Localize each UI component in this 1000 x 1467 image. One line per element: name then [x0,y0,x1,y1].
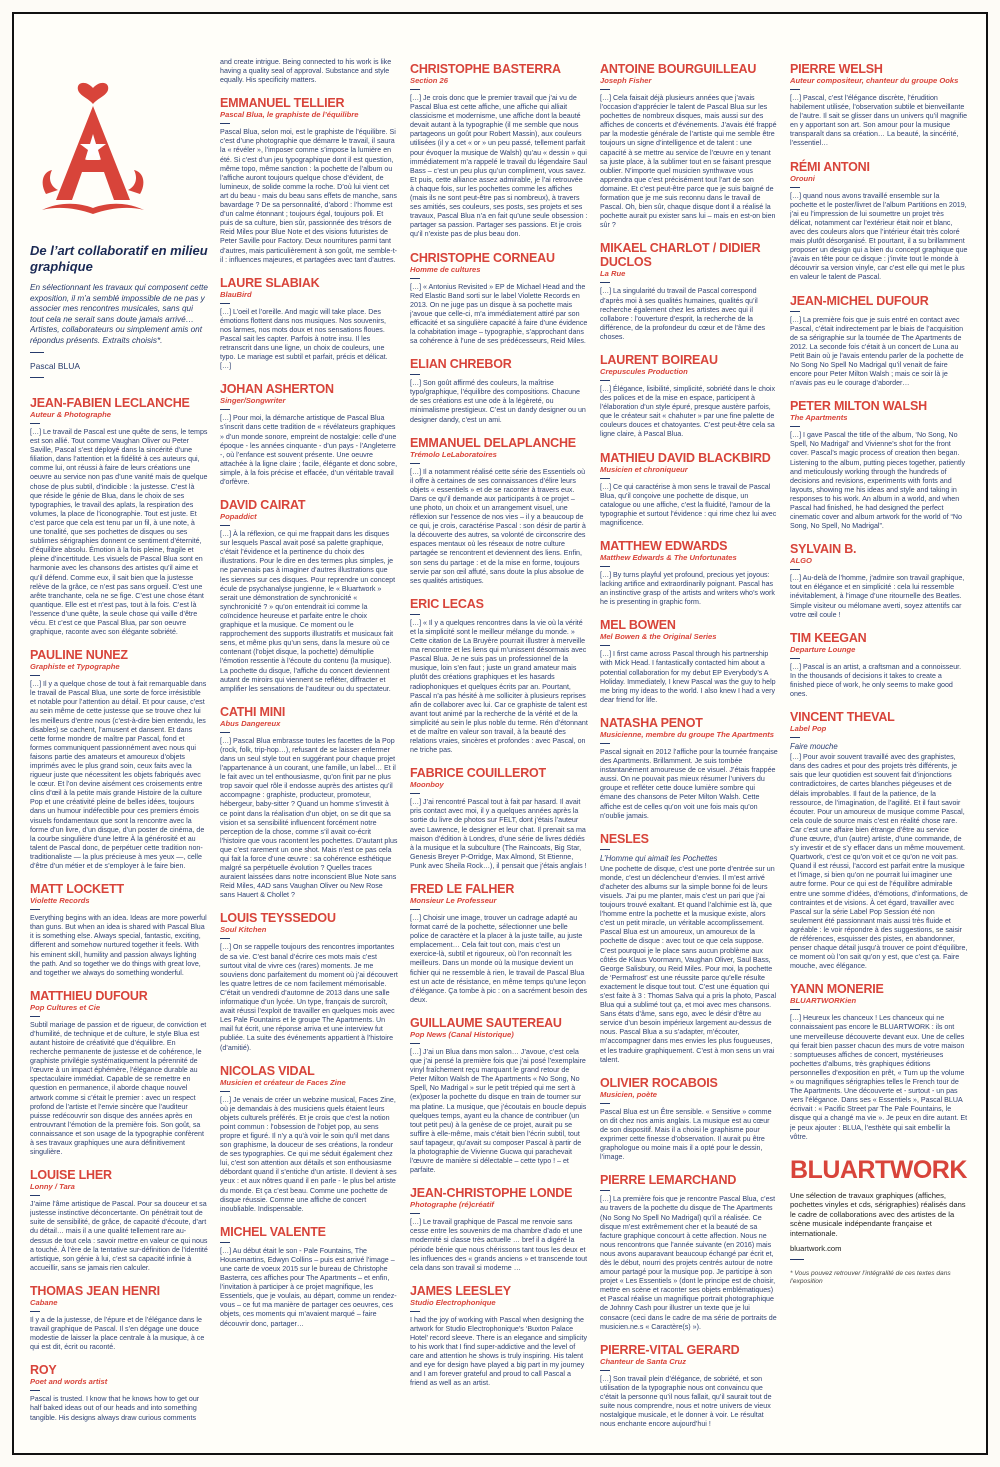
author-name: GUILLAUME SAUTEREAU [410,1015,562,1030]
testimonial-entry [410,62,588,240]
author-role: Label Pop [790,724,827,734]
author-role: Graphiste et Typographe [30,662,120,672]
divider [790,426,800,427]
testimonial-entry [790,62,968,149]
testimonial-entry [410,766,588,871]
author-role: Abus Dangereux [220,718,281,728]
divider [600,282,610,283]
author-name: ELIAN CHREBOR [410,357,512,372]
divider [220,938,230,939]
author-role: BLUARTWORKien [790,996,857,1006]
testimonial-text: Pascal is trusted. I know that he knows how to get our half baked ideas out of our heads and into something tangible. His designs always draw curious comments [30,1395,200,1422]
brand-footnote: * Vous pouvez retrouver l’intégralité de ces textes dans l’exposition [790,1270,951,1286]
divider [600,645,610,646]
testimonial-entry [30,989,208,1157]
author-role: The Apartments [790,413,848,423]
author-name: NESLES [600,831,649,846]
testimonial-text: […] La première fois que je rencontre Pascal Blua, c’est au travers de la pochette du disque de The Apartments (No Song No Spell No Madrigal) qu’il a réalisée. Ce disque m’est extrêmement cher et la beauté de sa facture graphique concourt à cette affection. Nous ne nous rencontrons que l’année suivante (en 2016) mais nous avons auparavant beaucoup échangé par écrit et, dès le début, nourri des projets centrés autour de notre amour partagé pour la musique pop. Je participe à son projet « Les Essentiels » (dont le principe est de choisir, mettre en scène et raconter ses objets emblématiques) et Pascal réalise un magnifique portrait photographique de Johnny Cash pour illustrer un texte que je lui consacre (ceci dans le cadre de ma série de portraits de musicien.ne.s « Caractère(s) »). [600,1195,777,1331]
author-role: Auteur compositeur, chanteur du groupe Ooks [790,76,959,85]
testimonial-text: […] By turns playful yet profound, precious yet joyous: lacking artifice and extraordinarily poignant. Pascal has an instinctive grasp of the artists and writers who’s work he is presenting in graphic form. [600,571,775,607]
intro-title: De l’art collaboratif en milieu graphique [30,243,208,274]
intro-text: En sélectionnant les travaux qui composent cette exposition, il m’a semblé impossible de ne pas y associer mes rencontres musicales, sans qui tout cela ne serait sans doute jamais arrivé… Artistes, collaborateurs ou simplement amis ont répondus présents. Extraits choisis*. [30,283,208,345]
divider [220,1242,230,1243]
testimonial-text: […] Cela faisait déjà plusieurs années que j’avais l’occasion d’apprécier le talent de Pascal Blua sur les pochettes de nombreux disques, mais aussi sur des affiches de concerts et d’événements. J’avais été frappé par la modestie générale de l’artiste qui me semble être toujours un signe d’intelligence et de talent : une capacité à se mettre au service de l’œuvre en y tenant sa juste place, à la sublimer tout en se faisant presque oublier. N’importe quel musicien synthwave vous apprendra que c’est précisément tout l’art de son domaine. Et c’est peut-être parce que je suis baigné de formation que je me suis reconnu dans le travail de Pascal. Oh, bien sûr, chaque disque dont il a réalisé la pochette aurait pu exister sans lui – mais en est-on bien sûr ? [600,94,777,230]
testimonial-text: […] I first came across Pascal through his partnership with Mick Head. I fantastically contacted him about a potential collaboration for my debut EP Everybody’s A Holiday. Immediately, I knew Pascal was the guy to help me bring my ideas to the world. I also knew I had a very dear friend for life. [600,650,776,704]
author-name: THOMAS JEAN HENRI [30,1283,160,1298]
author-name: NATASHA PENOT [600,715,703,730]
testimonial-entry [600,1076,778,1163]
divider [410,1213,420,1214]
testimonial-entry [410,436,588,586]
testimonial-text: […] Au-delà de l’homme, j’admire son travail graphique, tout en élégance et en simplicité : cela lui ressemble inévitablement, à l’image d’une ritournelle des Beatles. Simple visiteur ou mélomane averti, soyez attentifs car votre œil coule ! [790,574,965,619]
author-name: MATT LOCKETT [30,882,124,897]
author-role: Photographe (ré)créatif [410,1200,494,1210]
author-role: Musicien et créateur de Faces Zine [220,1077,346,1087]
testimonial-entry [30,1363,208,1422]
testimonial-text: […] Je crois donc que le premier travail que j’ai vu de Pascal Blua est cette affiche, une affiche qui alliait classicisme et modernisme, une affiche dont la beauté devait autant à la typographie (il me semble que nous partageons un goût pour Robert Massin), aux couleurs utilisées (il y a cet « or » un peu passé, tellement parfait pour évoquer la musique de Walsh) qu’au « dessin » qui immédiatement m’a rappelé le travail du légendaire Saul Bass – c’est un peu plus qu’un compliment, vous savez. Et puis, cette alliance assez admirable, je l’ai retrouvée à chaque fois, sur les pochettes comme les affiches (mais ils ne sont peut-être pas si nombreux), à travers ses amitiés, ses couleurs, ses posts, ses projets et ses travaux, Pascal Blua n’a en fait qu’une seule obsession : partager sa passion. Partager ses passions. Et je crois qu’il n’existe pas de plus beau don. [410,94,588,239]
author-role: Pop Cultures et Cie [30,1002,101,1012]
divider [410,793,420,794]
testimonial-text: […] Je venais de créer un webzine musical, Faces Zine, où je demandais à des musiciens quels étaient leurs objets culturels préférés. Et je crois que c’est la notion point commun : l’obsession de l’objet pop, au sens propre et figuré. Il n’y a qu’à voir le soin qu’il met dans son graphisme, la douceur de ses créations, la rondeur de ses typographies. Ce qui me séduit également chez lui, c’est son attention aux détails et son enthousiasme débordant quand il s’entiche d’un artiste. Il devient à ses yeux : et aux nôtres quand il en parle - le plus bel artiste du monde. Et ça c’est beau. Comme une pochette de disque réussie. Comme une affiche de concert inoubliable. Indispensable. [220,1095,397,1213]
author-role: Studio Electrophonique [410,1297,496,1307]
divider [790,1009,800,1010]
testimonial-entry [600,1343,778,1430]
testimonial-entry [600,832,778,1065]
author-name: LOUIS TEYSSEDOU [220,911,336,926]
testimonial-text: […] Il y a quelque chose de tout à fait remarquable dans le travail de Pascal Blua, une sorte de force irrésistible et notable pour l’attention au détail. Et pour cause, c’est au sein même de cette justesse que se trouve chez lui les meilleurs d’entre nous (c’est-à-dire bien entendu, les disables) se cachent, l’amusent et dansent. Et dans cette forme mondre de maître par Pascal, fond et formes communiquent passionnément avec nous qui faisons partie des amateurs et amoureux d’objets imprimés avec le plus grand soin, ceux faits avec la rigueur juste que nécessitent les objets fabriqués avec le cœur. Et l’on devine aisément ces croisements entre clins d’œil à la petite mais grande Histoire de la culture Pop et une créativité pleine de belles idées, toujours dans un humour indéfectible pour ces premiers émois visuels fondamentaux que sont la rencontre avec la forme d’un livre, d’un disque, d’un poster de cinéma, de la courbe singulière d’une lettre À la générosité et au talent de Pascal donc, de perpétuer cette tradition non-traditionaliste — la plus précieuse à mes yeux —, celle d’être d’un métier et de s’employer à le faire bien. [30,680,207,871]
testimonial-entry [790,294,968,389]
author-name: CATHI MINI [220,704,286,719]
divider [30,909,40,910]
testimonial-entry [410,1186,588,1273]
testimonial-entry [30,882,208,978]
author-name: MICHEL VALENTE [220,1224,326,1239]
divider [600,743,610,744]
author-name: LOUISE LHER [30,1168,112,1183]
testimonial-text: […] Ce qui caractérise à mon sens le travail de Pascal Blua, qu’il conçoive une pochette de disque, un catalogue ou une affiche, c’est la fluidité, l’amour de la typographie et surtout l’évidence : qui rime chez lui avec magnificence. [600,482,777,527]
divider [600,380,610,381]
author-name: RÉMI ANTONI [790,159,870,174]
testimonial-text: […] L’oeil et l’oreille. And magic will take place. Des émotions flottent dans nos musiques. Nos souvenirs, nos larmes, nos mots doux et nos sensations floues. Pascal sait les capter. Parfois à notre insu. Il les retranscrit dans une ligne, un choix de couleurs, une typo. Le mariage est subtil et parfait, précis et délicat. […] [220,307,388,371]
author-name: JEAN-CHRISTOPHE LONDE [410,1186,573,1201]
author-name: ROY [30,1363,57,1378]
author-name: MATTHEW EDWARDS [600,539,728,553]
testimonial-entry [220,1225,398,1329]
author-name: YANN MONERIE [790,982,884,997]
author-name: JEAN-MICHEL DUFOUR [790,293,929,308]
author-name: PAULINE NUNEZ [30,648,128,663]
author-name: ERIC LECAS [410,596,484,611]
author-role: La Rue [600,269,626,279]
testimonial-entry [220,58,398,85]
author-name: NICOLAS VIDAL [220,1063,315,1078]
testimonial-entry [220,705,398,901]
author-name: TIM KEEGAN [790,630,867,645]
testimonial-text: […] Il a notamment réalisé cette série des Essentiels où il offre à certaines de ses connaissances d’élire leurs objets « essentiels » et de se raconter à travers eux. Dans ce qu’il demande aux participants à ce projet – une photo, un choix et un arrangement visuel, une réflexion sur l’essence de nos vies – il y a beaucoup de ce qui, je crois, caractérise Pascal : son désir de partir à la découverte des autres, sa volonté de circonscrire des espaces mentaux où les réseaux de notre culture partagée se rencontrent et deviennent des liens. Enfin, son sens du partage : et de la mise en forme, toujours servie par son œil affuté, sans doute la plus absolue de ses qualités artistiques. [410,467,586,585]
brand-url[interactable]: bluartwork.com [790,1244,842,1254]
testimonial-text: […] Choisir une image, trouver un cadrage adapté au format carré de la pochette, sélectionner une belle police de caractère et la placer à la juste taille, au juste emplacement… Cela fait tout con, mais c’est un exercice-là, subtil et rigoureux, où l’on reconnaît les meilleurs. Dans un monde où la musique devient un fichier qui ne ressemble à rien, le travail de Pascal Blua est un acte de résistance, en même temps qu’une leçon d’élégance. Ça tombe à pic : on a sacrément besoin des deux. [410,914,588,1004]
poster-frame [12,12,988,1455]
author-role: Singer/Songwriter [220,396,286,406]
author-role: Homme de cultures [410,264,481,274]
divider [790,658,800,659]
author-role: Departure Lounge [790,644,856,654]
divider [30,675,40,676]
author-name: MATTHIEU DUFOUR [30,988,148,1003]
divider [220,303,230,304]
author-name: JAMES LEESLEY [410,1283,511,1298]
testimonial-text: […] Au début était le son - Pale Fountains, The Housemartins, Edwyn Collins – puis est arrivé l’image – une carte de voeux 2015 sur le bureau de Christophe Basterra, ces affiches pour The Apartments – et enfin, l’invitation à participer à ce projet magnifique, les Essentiels, que je voulais, au départ, comme un rendez-vous – ce fut ma manière de partager ces oeuvres, ces objets, ces moments qui m’avaient marqué – faire découvrir donc, partager… [220,1246,397,1328]
testimonial-text: […] « Antonius Revisited » EP de Michael Head and the Red Elastic Band sorti sur le label Violette Records en 2013. On ne juge pas un disque à sa pochette mais j’avoue que celle-ci, m’a immédiatement attiré par son efficacité et sa singulière capacité à faire d’une évidence la cohabitation image – typographie, s’approchant dans sa cohérence à l’une de ses prédécesseurs, Reid Miles. [410,282,588,346]
testimonial-entry [220,276,398,372]
author-role: Auteur & Photographe [30,410,111,419]
divider [790,187,800,188]
author-name: EMMANUEL DELAPLANCHE [410,435,576,450]
divider [220,409,230,410]
author-role: Orouni [790,173,815,183]
divider [410,1043,420,1044]
divider [410,374,420,375]
testimonial-text: I had the joy of working with Pascal when designing the artwork for Studio Electrophonique’s ‘Buxton Palace Hotel’ record sleeve. There is an elegance and simplicity to his work that I find super-addictive and the level of care and attention he shows is truly inspiring. His talent and eye for design have played a big part in my journey and I am forever grateful and proud to call Pascal a friend as well as an artist. [410,1315,588,1388]
testimonial-text: […] Pour avoir souvent travaillé avec des graphistes, dans des cadres et pour des projets très différents, je sais que leur quotidien est souvent fait d’injonctions contradictoires, de cartes blanches piégeuses et de délais improbables. Il faut de la patience, de la ressource, de l’imagination, de l’agilité. Et il faut savoir écouter. Pour un amoureux de musique comme Pascal, cela coule de source mais c’est en réalité chose rare. Car c’est une affaire bien étrange d’être au service d’une œuvre, d’un (autre) artiste, d’une commande, de s’y investir et de s’y effacer dans un même mouvement. Quartwork, c’est ce qu’on voit et ce qu’on ne voit pas. Quand il est réussi, l’accord est parfait entre la musique et l’image, si bien qu’on ne pourrait lui imaginer une autre forme. Pour ce qui est de l’équilibre admirable entre une somme d’idées, d’émotions, d’informations, de contraintes et de visions. À cet égard, travailler avec Pascal sur la série Label Pop Session été non seulement été passionnant mais aussi très fluide et agréable : le voir répondre à des suggestions, se saisir de références, esquisser des pistes, en abandonner, penser chaque détail jusqu’à trouver ce point d’équilibre, ce moment où l’on sait qu’on y est, que c’est ça. Faire mouche, avec élégance. [790,753,968,971]
entry-subtitle: L’Homme qui aimait les Pochettes [600,853,718,863]
divider [600,1190,610,1191]
testimonial-text: […] I gave Pascal the title of the album, ‘No Song, No Spell, No Madrigal’ and Vivienne’s shot for the front cover. Pascal’s magic process of creation then began. Listening to the album, putting pieces together, patiently and meticulously working through the hundreds of decisions and revisions, experiments with fonts and layouts, showing me his ideas and style and taking in responses to his work. An album in a world, and when Pascal had finished, he had designed the perfect cinematic cover and album artwork for the world of “No Song, No Spell, No Madrigal”. [790,431,966,531]
divider [790,1259,804,1260]
testimonial-entry [220,1064,398,1214]
testimonial-entry [410,1284,588,1389]
testimonial-entry [600,539,778,607]
author-role: ALGO [790,556,812,566]
author-name: DAVID CAIRAT [220,498,306,513]
author-role: Pop News (Canal Historique) [410,1029,514,1039]
author-role: Mel Bowen & the Original Series [600,632,717,642]
testimonial-text: […] On se rappelle toujours des rencontres importantes de sa vie. C’est banal d’écrire ces mots mais c’est surtout vital de vivre ces (rares) moments. Je me souviens donc parfaitement du moment où j’ai découvert les quatre lettres de ce nom facilement mémorisable. C’était un vendredi d’automne de 2013 dans une salle informatique d’un lycée. Un type, français de surcroît, avait réussi l’exploit de travailler en quelques mois avec Les Pale Fountains et le groupe The Apartments. Un mail fut écrit, une réponse arriva et une interview fut publiée. La suite des événements appartient à l’histoire (d’amitié). [220,943,398,1052]
author-role: BlauBird [220,289,252,299]
testimonial-entry [600,241,778,342]
testimonial-text: […] Pascal Blua embrasse toutes les facettes de la Pop (rock, folk, trip-hop…), refusant de se laisser enfermer dans un seul style tout en suggérant pour chaque projet l’appartenance à un courant, une famille, un label… Et il le fait avec un tel enthousiasme, qu’on finit par ne plus trop savoir quel rôle il endosse auprès des artistes qu’il accompagne : graphiste, producteur, promoteur, hébergeur, baby-sitter ? Quand un homme s’investit à ce point dans la réalisation d’un objet, on se dit que sa vision et sa sensibilité influencent forcément notre perception de la chose, comme s’il avait co-écrit l’histoire que vous racontent les pochettes. D’autant plus que c’est rarement un one shot. Mais n’est ce pas cela qui fait la force d’une œuvre : sa cohérence esthétique malgré sa perpétuelle évolution ? Quelles traces auraient laissées dans notre inconscient Blue Note sans Reid Miles, 4AD sans Vaughan Oliver ou New Rose sans Hauert & Chollet ? [220,736,398,900]
testimonial-text: […] Son travail plein d’élégance, de sobriété, et son utilisation de la typographie nous ont convaincu que c’était la personne qu’il nous fallait, qu’il saurait tout de suite nous comprendre, nous et notre univers de vieux nostalgique musicale, et le donner à voir. Le résultat nous enchante encore aujourd’hui ! [600,1374,772,1429]
column-5 [790,62,968,1444]
divider [410,89,420,90]
divider [790,737,800,738]
author-role: Crepuscules Production [600,366,688,376]
testimonial-text: […] Heureux les chanceux ! Les chanceux qui ne connaissaient pas encore le BLUARTWORK : ils ont une merveilleuse découverte devant eux. Une de celles qui ferait bien passer chacun des murs de votre maison : somptueuses affiches de concert, mystérieuses pochettes d’albums, très graphiques éditions personnelles d’exposition en prêt, « Turn up the volume » ou magnifiques sérigraphies telles le French tour de The Apartments. Une découverte et - surtout - un pas vers l’élégance. Dans ses « Essentiels », Pascal BLUA écrivait : « Pacific Street par The Pale Fountains, le disque qui a changé ma vie ». Je peux en dire autant. Et je peux ajouter : BLUA, l’esthète qui sait embellir la vôtre. [790,1014,968,1141]
intro-signature: Pascal BLUA [30,361,81,371]
divider [790,89,800,90]
testimonial-entry [790,542,968,619]
divider [410,909,420,910]
author-name: CHRISTOPHE CORNEAU [410,250,555,265]
author-role: Popaddict [220,512,257,522]
bluartwork-logo-icon [38,76,148,216]
testimonial-text: Pascal signait en 2012 l’affiche pour la tournée française des Apartments. Brillamment. Je suis tombée instantanément amoureuse de ce visuel. J’étais frappée aussi. On ne pouvait pas mieux résumer l’univers du groupe et refléter cette douce lumière sombre qui émane des chansons de Peter Milton Walsh. Cette affiche est de celles qu’on voit une fois mais qu’on n’oublie jamais. [600,747,778,820]
author-role: Trémolo LeLaboratoires [410,449,497,459]
column-1 [30,76,208,1444]
author-name: JEAN-FABIEN LECLANCHE [30,396,190,410]
testimonial-text: […] « Il y a quelques rencontres dans la vie où la vérité et la simplicité sont le meilleur mélange du monde. » Cette citation de La Bruyère pourrait illustrer à merveille ma rencontre et les liens qui m’unissent désormais avec Pascal Blua. Je ne suis pas un professionnel de la musique, loin s’en faut ; juste un grand amateur mais plutôt des créations graphiques et les hasards radiophoniques et quelques écrits par an. Pourtant, Pascal n’a pas hésité à me solliciter à plusieurs reprises afin de collaborer avec lui. Car ce graphiste de talent est avant tout animé par la recherche de la vérité et de la simplicité au sein le plus noble du terme. Rén d’étonnant et de maître en valeur son travail, à la beauté des relations vraies, sincères et profondes : avec Pascal, on ne triche pas. [410,618,588,755]
author-name: CHRISTOPHE BASTERRA [410,62,561,76]
divider [410,463,420,464]
testimonial-text: Everything begins with an idea. Ideas are more powerful than guns. But when an idea is shared with Pascal Blua it is something else. Always special, fantastic, exciting, different and somehow nurtured together it feels. With his eminent skill, humility and passion always lighting the path. And so together we do things with great love, and together we always do something wonderful. [30,914,207,977]
testimonial-entry [410,882,588,1005]
author-role: Pascal Blua, le graphiste de l’équilibre [220,110,359,120]
divider [30,352,44,353]
author-name: PETER MILTON WALSH [790,399,927,414]
author-role: Poet and words artist [30,1377,108,1387]
author-name: VINCENT THEVAL [790,710,895,725]
testimonial-entry [600,618,778,705]
testimonial-entry [220,911,398,1052]
testimonial-entry [790,160,968,283]
divider [790,311,800,312]
author-role: Lonny / Tara [30,1182,75,1192]
testimonial-entry [600,62,778,230]
testimonial-text: […] Le travail de Pascal est une quête de sens, le temps est son allié. Tout comme Vaughan Oliver ou Peter Saville, Pascal s’est déployé dans la sincérité d’une filiation, dans l’attention et la fidélité à ces auteurs qui, comme lui, ont réussi à faire de leurs créations une oeuvre au service non pas d’une vanité mais de quelque chose de plus subtil, d’indicible : la justesse. C’est là que réside le génie de Blua, dans le choix de ses typographies, le travail des aplats, la respiration des volumes, la place de l’iconographie. Tout est juste. Et c’est parce que cela est tenu par un fil, à une note, à une tonalité, que ses pochettes de disques ou ses sublimes sérigraphies donnent ce sentiment d’éternité, d’équilibre absolu. Émotion à la fois pleine, fragile et pleine d’incertitude. Les visuels de Pascal Blua sont en harmonie avec les chansons des artistes qu’il aime et qu’il défend. Comme eux, il sait bien que la justesse relève de la grâce, ce n’est pas sans orgueil. C’est une arête tranchante, cela ne se fige. C’est une chose étant quantique. Elle est et n’est pas, tout à la fois. C’est là l’essence d’une quête, la seule chose qui vaille d’être vécu. Et c’est ce que Pascal Blua, par son oeuvre graphique, raconte avec son élégante sobriété. [30,428,208,637]
testimonial-text: […] Son goût affirmé des couleurs, la maîtrise typo/graphique, l’équilibre des compositions. Chacune de ses créations est une ode à la légèreté, ou minimalisme prestigieux. C’est un dandy designer ou un designer dandy, c’est un ami. [410,379,586,424]
author-name: LAURE SLABIAK [220,275,320,290]
testimonial-entry [220,382,398,487]
testimonial-text: […] Le travail graphique de Pascal me renvoie sans cesse entre les souvenirs de ma chambre d’ado et une modernité si classe très actuelle … bref il a digéré la période bénie que nous chérissons tant tous les deux et les influences des « grands anciens » et transcende tout cela dans son travail si moderne … [410,1218,588,1272]
author-name: MATHIEU DAVID BLACKBIRD [600,450,771,465]
testimonial-text: […] Pascal, c’est l’élégance discrète, l’érudition habilement utilisée, l’observation subtile et bienveillante de l’autre. Il sait se glisser dans un univers qu’il magnifie en y apportant son art. Son amour pour la musique transparaît dans sa création… La beauté, la sincérité, l’essentiel… [790,94,968,148]
divider [30,1195,40,1196]
testimonial-entry [410,1016,588,1175]
divider [600,478,610,479]
testimonial-text: Il y a de la justesse, de l’épure et de l’élégance dans le travail graphique de Pascal. Il s’en dégage une douce modestie de laisser la place centrale à la musique, à ce qui est dit, écrit ou raconté. [30,1315,205,1352]
testimonial-text: Pascal Blua, selon moi, est le graphiste de l’équilibre. Si c’est d’une photographie que démarre le travail, il saura la « révéler », l’imposer comme s’impose la lumière en été. Si c’est d’un jeu typographique dont il est question, même topo, même sanction : la pochette de l’album ou l’affiche auront toujours quelque chose d’évident, de lumineux, de solide comme la roche. D’où lui vient cet art du beau - mais du beau sans effets de manche, sans bavardage ? De sa personnalité, d’abord : l’homme est d’un calme étonnant ; toujours égal, toujours poli. Et puis de sa culture, bien sûr, passionnée des trésors de Reid Miles pour Blue Note et des visions futuristes de Peter Saville pour Factory. Deux nourritures parmi tant d’autres, mais particulièrement à son goût, me semble-t-il : influences majeures, et partagées avec tant d’autres. [220,128,398,264]
author-name: PIERRE WELSH [790,62,883,76]
divider [600,1370,610,1371]
author-role: Cabane [30,1297,58,1307]
testimonial-entry [410,357,588,424]
testimonial-text: […] J’ai un Blua dans mon salon… J’avoue, c’est cela que j’ai pensé la première fois que j’ai posé l’exemplaire vinyl fraîchement reçu marquant le grand retour de Peter Milton Walsh de The Apartments « No Song, No Spell, No Madrigal » sur le petit trépied qui me sert à (ex)poser la pochette du disque en train de tourner sur ma platine. La musique, que j’écoutais en boucle depuis quelques temps, ayant eu la chance de contribuer (un tout petit peu) à la genèse de ce projet, aurait pu se suffire à elle-même, mais c’était bien l’écrin subtil, tout sauf tapageur, qu’avait su composer Pascal à partir de la photographie de Vivienne Gucwa qui parachevait l’œuvre de manière si délectable – cette typo ! – et parfaite. [410,1047,587,1175]
author-name: PIERRE-VITAL GERARD [600,1342,740,1357]
column-4 [600,62,778,1444]
author-role: Joseph Fisher [600,76,652,85]
testimonial-entry [600,451,778,528]
testimonial-entry [790,631,968,699]
testimonial-entry [410,251,588,347]
testimonial-entry [790,982,968,1141]
author-role: Section 26 [410,76,448,85]
testimonial-text: Pascal Blua est un Être sensible. « Sensitive » comme on dit chez nos amis anglais. La musique est au cœur de son dispositif. Mais il a choisi le graphisme pour exprimer cette finesse d’observation. Il aurait pu être graphologue ou moine mais il a opté pour le dessin, l’image. [600,1107,772,1162]
testimonial-text: […] Élégance, lisibilité, simplicité, sobriété dans le choix des polices et de la mise en espace, participent à l’élaboration d’un style épuré, presque austère parfois, que le créateur sait « chahuter » par une fine palette de couleurs douces et chatoyantes. C’est peut-être cela sa ligne claire, à Pascal Blua. [600,384,776,439]
testimonial-text: and create intrigue. Being connected to his work is like having a quality seal of approval. Substance and style equally. His specificity matters. [220,58,392,85]
testimonial-text: […] La première fois que je suis entré en contact avec Pascal, c’était indirectement par le biais de l’acquisition de sa sérigraphie sur la tournée de The Apartments de 2012. La seconde fois c’était à un concert de Luna au Petit Bain où je l’avais entendu parler de la pochette de No Song No Spell No Madrigal qu’il venait de faire encore pour Peter Milton Walsh ; mais ce soir là je n’avais pas eu le courage d’aborder… [790,315,964,388]
author-role: Musicien et chroniqueur [600,464,688,474]
author-name: OLIVIER ROCABOIS [600,1075,718,1090]
testimonial-entry [220,498,398,694]
testimonial-text: […] Pour moi, la démarche artistique de Pascal Blua s’inscrit dans cette tradition de « révélateurs graphiques » d’un monde sonore, empreint de nostalgie: celle d’une époque - les années cinquante - d’un pays - l’Angleterre -, où l’enfance est souvent présente. Une oeuvre attachée à la ligne claire ; facile, élégante et donc sobre, simple, à la fois précise et effacée, d’un véritable travail d’orfèvre. [220,414,398,486]
author-name: FABRICE COUILLEROT [410,766,546,781]
brand-description: Une sélection de travaux graphiques (affiches, pochettes vinyles et cds, sérigraphies) réalisés dans le cadre de collaborations avec des artistes de la scène musicale indépendante française et internationale. [790,1190,966,1238]
testimonial-text: J’aime l’âme artistique de Pascal. Pour sa douceur et sa justesse instinctive déconcertante. On pénétrait tout de suite de sensibilité, de grâce, de capacité d’écoute, d’art du détail… mais il a une qualité tellement rare au-dessus de tout cela : savoir mettre en valeur ce qui nous a touché. À l’ère de la tentative sur-définition de l’identité artistique, son génie à lui, c’est sa capacité infinie à accueillir, sans se jamais rien calculer. [30,1200,208,1272]
author-name: SYLVAIN B. [790,542,857,557]
author-name: MEL BOWEN [600,618,676,633]
testimonial-entry [790,710,968,971]
testimonial-text: […] J’ai rencontré Pascal tout à fait par hasard. Il avait pris contact avec moi, il y a quelques années après la sortie du livre de photos sur FELT, dont j’étais l’auteur avec Lawrence, le designer et leur chat. Il prenait sa ma maison d’édition à Londres, d’une série de livres dédiés à la musique et la subculture (The Raincoats, Big Star, Genesis Breyer P-Orridge, Max Almond, St Etienne, Punk avec Sheila Rock…), il pensait que j’étais anglais ! [410,798,587,870]
divider [220,123,230,124]
author-role: Monsieur Le Professeur [410,896,497,905]
author-role: Soul Kitchen [220,925,267,935]
testimonial-entry [600,353,778,440]
divider [600,849,610,850]
author-role: Musicienne, membre du groupe The Apartments [600,729,774,739]
testimonial-entry [790,399,968,531]
divider [220,1091,230,1092]
author-name: LAURENT BOIREAU [600,352,718,367]
brand-title: BLUARTWORK [790,1155,967,1184]
testimonial-text: […] La singularité du travail de Pascal correspond d’après moi à ses qualités humaines, qualités qu’il recherche également chez les artistes avec qui il collabore : l’ouverture d’esprit, la recherche de la différence, de la profondeur du cœur et de l’âme des choses. [600,287,766,341]
testimonial-entry [600,716,778,821]
author-role: Chanteur de Santa Cruz [600,1356,687,1366]
author-name: ANTOINE BOURGUILLEAU [600,62,757,76]
divider [790,569,800,570]
testimonial-text: […] Pascal is an artist, a craftsman and a connoisseur. In the thousands of decisions it takes to create a finished piece of work, he only seems to make good ones. [790,662,962,699]
testimonial-entry [410,597,588,755]
testimonial-entry [30,648,208,871]
author-name: EMMANUEL TELLIER [220,96,345,111]
testimonial-text: […] quand nous avons travaillé ensemble sur la pochette et le poster/livret de l’album Partitions en 2019, j’ai eu l’impression de lui soumettre un projet très délicat, notamment car l’extérieur était noir et blanc, avec des couleurs alors que l’intérieur était très coloré mais plutôt désorganisé. Et pourtant, il a su brillamment proposer un design qui a bien du concept graphique que j’avais en tête pour ce disque : j’invite tout le monde à découvrir sa version vinyle, car c’est elle qui met le plus en valeur le talent de Pascal. [790,191,968,282]
testimonial-entry [220,96,398,264]
testimonial-text: Subtil mariage de passion et de rigueur, de conviction et d’humilité, de technique et de culture, le style Blua est autant histoire de créativité que d’équilibre. En recherche permanente de justesse et de cohérence, le graphiste privilégie systématiquement la pérennité de l’œuvre à un impact éphémère, l’élégance durable au spectaculaire immédiat. Capable de se remettre en question en permanence, il aborde chaque nouvel artwork comme si c’était le premier : avec un respect profond de l’artiste et l’envie sincère que l’auditeur puisse redécouvrir son disque des années après en entrouvrant l’émotion de la première fois. Son goût, sa connaissance et son usage de la typographie confèrent à ses travaux graphiques une aura définitivement singulière. [30,1020,207,1157]
brand-block [790,1156,968,1287]
divider [220,525,230,526]
divider [600,1103,610,1104]
testimonial-text: Une pochette de disque, c’est une porte d’entrée sur un monde, c’est un déclencheur d’envies. Il m’est arrivé d’acheter des albums sur la simple bonne foi de leurs visuels. J’ai pu me planter, mais c’est un pari que j’ai toujours trouvé exaltant. Et quand l’alchimie est là, que l’homme entre la pochette et la musique existe, alors c’est un petit miracle, un véritable accomplissement. Pascal Blua est un amoureux, un amoureux de la pochette de disque : avec tout ce que cela suppose. C’est pourquoi je le place sans aucun problème aux côtés de Klaus Voormann, Vaughan Oliver, Saul Bass, George Salisbury, ou Reid Miles. Pour moi, la pochette de ‘Permafrost’ est une réussite parce qu’elle résulte exactement le disque tout tout. C’est une équation qui s’est faite à 3 : Thomas Salva qui a pris la photo, Pascal Blua qui a sublimé tout ça, et moi avec mes chansons. Sans états d’âme, sans ego, avec le désir d’être au service d’un besoin impérieux largement au-dessus de nous. Pascal Blua a su s’adapter, m’écouter, m’accompagner dans mes envies les plus fougueuses, et les traduire graphiquement. C’est à mon sens un vrai talent. [600,864,777,1064]
author-name: FRED LE FALHER [410,882,515,896]
divider [410,1311,420,1312]
divider [30,1311,40,1312]
divider [600,89,610,90]
entry-subtitle: Faire mouche [790,742,838,752]
divider [30,1390,40,1391]
author-role: Matthew Edwards & The Unfortunates [600,553,737,562]
divider [410,614,420,615]
author-role: Violette Records [30,896,90,906]
testimonial-entry [30,1168,208,1273]
testimonial-text: […] À la réflexion, ce qui me frappait dans les disques sur lesquels Pascal avait posé sa palette graphique, c’était l’évidence et la pertinence du choix des illustrations. Pour le dire en des termes plus simples, je ne parvenais pas à imaginer d’autres illustrations que les siennes sur ces disques. Pour reprendre un concept écule de psychanalyse jungienne, le « Bluartwork » serait une démonstration de synchronicité « synchronicité ? » qu’on entendrait ici comme la coïncidence heureuse et parfaite entre le choix graphique et la musique. Ce moment ou le rapprochement des supports illustratifs et musicaux fait sens, et même plus qu’un sens, dans la mesure où ce contenant (l’objet disque, la pochette) démultiplie l’émotion ressentie à l’écoute du contenu (la musique). La pochette du disque, l’affiche du concert deviennent autant de miroirs qui viennent se refléter, diffracter et amplifier les sensations de l’auditeur ou du spectateur. [220,530,396,693]
author-name: JOHAN ASHERTON [220,382,334,397]
author-role: Moonboy [410,780,444,790]
divider [30,423,40,424]
divider [30,377,44,378]
testimonial-entry [30,1284,208,1352]
testimonial-entry [30,396,208,637]
divider [30,1016,40,1017]
testimonial-entry [600,1173,778,1331]
divider [220,732,230,733]
column-2 [220,58,398,1444]
author-role: Musicien, poète [600,1089,657,1099]
column-3 [410,62,588,1444]
author-name: MIKAEL CHARLOT / DIDIER DUCLOS [600,241,761,270]
divider [410,278,420,279]
author-name: PIERRE LEMARCHAND [600,1173,737,1188]
divider [600,566,610,567]
